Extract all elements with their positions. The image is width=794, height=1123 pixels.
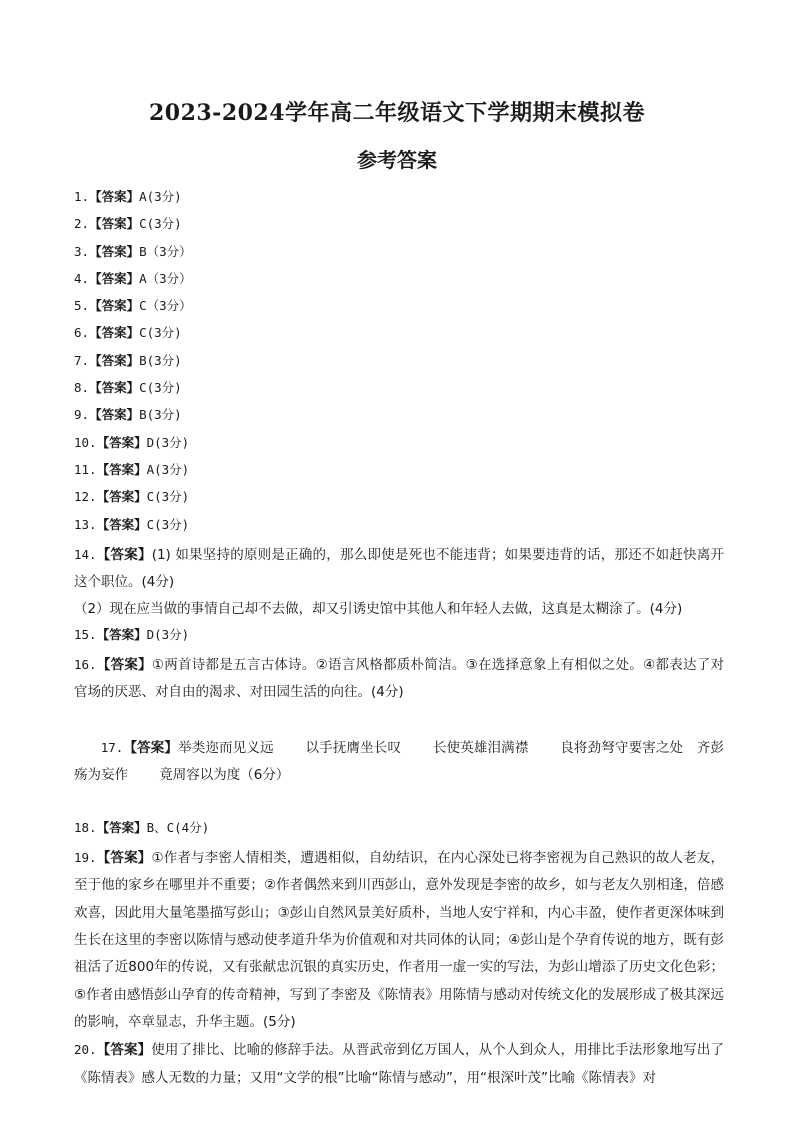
answer-number: 19. xyxy=(74,850,97,866)
answer-item-14 xyxy=(74,541,724,597)
answer-text: B（3分） xyxy=(139,243,192,259)
answer-number: 10. xyxy=(74,434,97,450)
answer-list xyxy=(74,186,724,1092)
answer-item xyxy=(74,377,724,404)
answer-number: 3. xyxy=(74,243,90,259)
answer-tag: 【答案】 xyxy=(89,298,140,314)
answer-text: C(3分) xyxy=(139,216,182,232)
answer-item xyxy=(74,486,724,513)
answer-tag: 【答案】 xyxy=(96,819,147,835)
short-answer-list xyxy=(74,186,724,541)
answer-number: 1. xyxy=(74,189,90,204)
answer-text: D(3分) xyxy=(146,434,190,450)
answer-number: 2. xyxy=(74,216,90,232)
answer-text: A(3分) xyxy=(146,461,190,477)
answer-text: 使用了排比、比喻的修辞手法。从晋武帝到亿万国人，从个人到众人，用排比手法形象地写出了《陈情表》感人无数的力量；又用“文学的根”比喻“陈情与感动”，用“根深叶茂”比喻《陈情表》对 xyxy=(74,1042,725,1086)
answer-number: 18. xyxy=(74,819,97,835)
answer-text: A(3分) xyxy=(139,189,182,204)
answer-number: 9. xyxy=(74,407,90,423)
answer-tag: 【答案】 xyxy=(96,461,147,477)
answer-number: 7. xyxy=(74,352,90,368)
answer-number: 11. xyxy=(74,461,97,477)
answer-item-15 xyxy=(74,624,724,651)
answer-item xyxy=(74,459,724,486)
answer-text: C(3分) xyxy=(146,489,190,505)
answer-item xyxy=(74,350,724,377)
answer-tag: 【答案】 xyxy=(89,243,140,259)
answer-number: 15. xyxy=(74,626,97,642)
answer-text: B(3分) xyxy=(139,352,182,368)
answer-tag: 【答案】 xyxy=(96,850,152,867)
answer-text: C(3分) xyxy=(139,380,182,396)
answer-tag: 【答案】 xyxy=(96,1042,152,1059)
answer-item-20 xyxy=(74,1036,724,1092)
answer-text-part1: (1) 如果坚持的原则是正确的，那么即使是死也不能违背；如果要违背的话，那还不如赶快离开这个职位。(4分) xyxy=(74,546,725,591)
answer-text: A（3分） xyxy=(139,270,192,286)
answer-item-19 xyxy=(74,844,724,1036)
answer-tag: 【答案】 xyxy=(89,352,140,368)
answer-item xyxy=(74,241,724,268)
answer-number: 6. xyxy=(74,325,90,341)
answer-item-16 xyxy=(74,651,724,707)
answer-text: C(3分) xyxy=(139,325,182,341)
answer-item xyxy=(74,514,724,541)
answer-tag: 【答案】 xyxy=(89,216,140,232)
answer-text: B(3分) xyxy=(139,407,182,423)
answer-item xyxy=(74,322,724,349)
answer-item xyxy=(74,213,724,240)
answer-item-14-part2: （2）现在应当做的事情自己却不去做，却又引诱史馆中其他人和年轻人去做，这真是太糊涂了。(4分) xyxy=(74,601,683,618)
answer-item xyxy=(74,295,724,322)
answer-item xyxy=(74,268,724,295)
answer-tag: 【答案】 xyxy=(96,489,147,505)
answer-tag: 【答案】 xyxy=(89,407,140,423)
answer-number: 14. xyxy=(74,546,97,562)
answer-tag: 【答案】 xyxy=(89,380,140,396)
answer-tag: 【答案】 xyxy=(96,626,147,642)
answer-number: 4. xyxy=(74,270,90,286)
answer-tag: 【答案】 xyxy=(89,189,140,204)
answer-number: 13. xyxy=(74,516,97,532)
answer-number: 20. xyxy=(74,1042,97,1058)
answer-text: ①两首诗都是五言古体诗。②语言风格都质朴简洁。③在选择意象上有相似之处。④都表达了对官场的厌恶、对自由的渴求、对田园生活的向往。(4分) xyxy=(74,657,724,701)
answer-number: 17. xyxy=(100,739,124,755)
page-title: 2023-2024学年高二年级语文下学期期末模拟卷 xyxy=(148,100,646,126)
answer-number: 5. xyxy=(74,298,90,314)
answer-text: B、C(4分) xyxy=(146,819,210,835)
answer-tag: 【答案】 xyxy=(96,657,152,674)
answer-item xyxy=(74,404,724,431)
answer-text: C(3分) xyxy=(146,516,190,532)
answer-number: 12. xyxy=(74,489,97,505)
answer-item-17 xyxy=(74,707,724,817)
answer-text: D(3分) xyxy=(146,626,190,642)
answer-item xyxy=(74,186,724,213)
answer-tag: 【答案】 xyxy=(123,739,179,756)
answer-item xyxy=(74,432,724,459)
answer-text: ①作者与李密人情相类，遭遇相似，自幼结识，在内心深处已将李密视为自己熟识的故人老友，至于他的家乡在哪里并不重要；②作者偶然来到川西彭山，意外发现是李密的故乡，如与老友久别相逢，倍感欢喜，因此用大量笔墨描写彭山；③彭山自然风景美好质朴，当地人安宁祥和，内心丰盈，使作者更深体味到生长在这里的李密以陈情与感动使孝道升华为价值观和对共同体的认同；④彭山是个孕育传说的地方，既有彭祖活了近800年的传说，又有张献忠沉银的真实历史，作者用一虚一实的写法，为彭山增添了历史文化色彩；⑤作者由感悟彭山孕育的传奇精神，写到了李密及《陈情表》用陈情与感动对传统文化的发展形成了极其深远的影响，卒章显志，升华主题。(5分) xyxy=(74,850,725,1030)
answer-number: 16. xyxy=(74,657,97,673)
answer-text: 举类迩而见义远 以手抚膺坐长叹 长使英雄泪满襟 良将劲弩守要害之处 齐彭殇为妄作 竟周容以为度（6分） xyxy=(74,739,725,784)
answer-tag: 【答案】 xyxy=(89,325,140,341)
answer-tag: 【答案】 xyxy=(89,270,140,286)
answer-tag: 【答案】 xyxy=(96,546,152,563)
answer-text: C（3分） xyxy=(139,298,192,314)
page-subtitle: 参考答案 xyxy=(357,148,437,172)
answer-tag: 【答案】 xyxy=(96,516,147,532)
answer-tag: 【答案】 xyxy=(96,434,147,450)
answer-number: 8. xyxy=(74,380,90,396)
answer-item-18 xyxy=(74,817,724,844)
